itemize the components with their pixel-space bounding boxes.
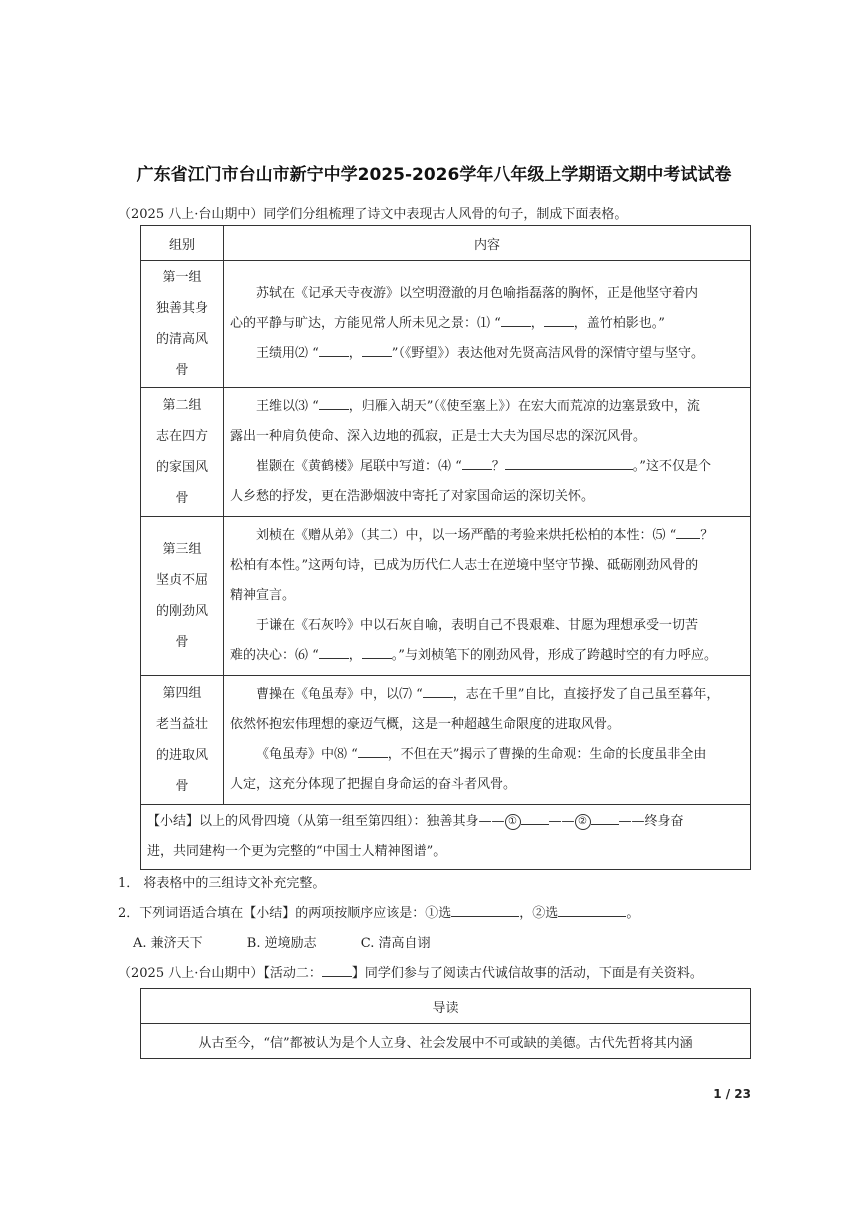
answer-blank-2[interactable] xyxy=(558,903,626,917)
guide-text: 从古至今，“信”都被认为是个人立身、社会发展中不可或缺的美德。古代先哲将其内涵 xyxy=(141,1024,751,1059)
question-2: 2．下列词语适合填在【小结】的两项按顺序应该是：①选 ，②选 。 xyxy=(118,902,639,921)
table-row xyxy=(141,261,751,388)
guide-table xyxy=(140,988,751,1059)
group-content: 曹操在《龟虽寿》中，以⑺ “ ，志在千里”自比，直接抒发了自己虽至暮年， 依然怀抱宏伟理想的豪迈气概，这是一种超越生命限度的进取风骨。 《龟虽寿》中⑻ “ ，不但在天”揭示了曹操的生命观：生命的长度虽非全由 人定，这充分体现了把握自身命运的奋斗者风骨。 xyxy=(224,676,751,805)
answer-blank-1[interactable] xyxy=(451,903,519,917)
group-label: 第四组 老当益壮 的进取风 骨 xyxy=(141,676,224,805)
header-group: 组别 xyxy=(141,226,224,261)
circle-one: ① xyxy=(505,814,521,830)
guide-header: 导读 xyxy=(141,989,751,1024)
option-c[interactable]: C. 清高自诩 xyxy=(360,936,431,951)
circle-two: ② xyxy=(575,814,591,830)
blank-3[interactable] xyxy=(319,396,349,410)
group-label: 第二组 志在四方 的家国风 骨 xyxy=(141,388,224,517)
summary-blank-2[interactable] xyxy=(591,811,619,825)
option-a[interactable]: A. 兼济天下 xyxy=(133,936,203,951)
summary-cell: 【小结】以上的风骨四境（从第一组至第四组）：独善其身—— ① —— ② ——终身奋 进，共同建构一个更为完整的“中国士人精神图谱”。 xyxy=(141,805,751,870)
question-1: 1． 将表格中的三组诗文补充完整。 xyxy=(118,876,326,891)
blank-6a[interactable] xyxy=(319,645,349,659)
summary-row xyxy=(141,805,751,870)
table-row xyxy=(141,676,751,805)
group-label: 第三组 坚贞不屈 的刚劲风 骨 xyxy=(141,517,224,676)
blank-1a[interactable] xyxy=(501,313,531,327)
option-b[interactable]: B. 逆境励志 xyxy=(246,936,317,951)
blank-5[interactable] xyxy=(676,525,700,539)
table-header-row xyxy=(141,226,751,261)
group-content: 王维以⑶ “ ，归雁入胡天”（《使至塞上》）在宏大而荒凉的边塞景致中，流 露出一种肩负使命、深入边地的孤寂，正是士大夫为国尽忠的深沉风骨。 崔颢在《黄鹤楼》尾联中写道：⑷ “ ？ 。”这不仅是个 人乡愁的抒发，更在浩渺烟波中寄托了对家国命运的深切关怀。 xyxy=(224,388,751,517)
blank-4b[interactable] xyxy=(505,456,633,470)
activity-blank[interactable] xyxy=(322,963,352,977)
summary-blank-1[interactable] xyxy=(521,811,549,825)
options-list xyxy=(133,932,471,951)
page-number: 1 / 23 xyxy=(713,1087,751,1101)
group-label: 第一组 独善其身 的清高风 骨 xyxy=(141,261,224,388)
table-row xyxy=(141,388,751,517)
poetry-table xyxy=(140,225,751,870)
group-content: 刘桢在《赠从弟》（其二）中，以一场严酷的考验来烘托松柏的本性：⑸ “ ？ 松柏有本性。”这两句诗，已成为历代仁人志士在逆境中坚守节操、砥砺刚劲风骨的 精神宣言。 于谦在《石灰吟》中以石灰自喻，表明自己不畏艰难、甘愿为理想承受一切苦 难的决心：⑹ “ ， 。”与刘桢笔下的刚劲风骨，形成了跨越时空的有力呼应。 xyxy=(224,517,751,676)
header-content: 内容 xyxy=(224,226,751,261)
blank-1b[interactable] xyxy=(544,313,574,327)
blank-2b[interactable] xyxy=(362,343,392,357)
question-intro: （2025 八上·台山期中）同学们分组梳理了诗文中表现古人风骨的句子，制成下面表格。 xyxy=(118,207,628,222)
table-row xyxy=(141,517,751,676)
blank-2a[interactable] xyxy=(319,343,349,357)
blank-4a[interactable] xyxy=(462,456,492,470)
blank-8[interactable] xyxy=(358,744,388,758)
blank-6b[interactable] xyxy=(362,645,392,659)
group-content: 苏轼在《记承天寺夜游》以空明澄澈的月色喻指磊落的胸怀，正是他坚守着内 心的平静与旷达，方能见常人所未见之景：⑴ “ ， ，盖竹柏影也。” 王绩用⑵ “ ， ”（《野望》）表达他对先贤高洁风骨的深情守望与坚守。 xyxy=(224,261,751,388)
activity-2-intro: （2025 八上·台山期中）【活动二： 】同学们参与了阅读古代诚信故事的活动，下面是有关资料。 xyxy=(118,962,703,981)
document-title: 广东省江门市台山市新宁中学2025-2026学年八年级上学期语文期中考试试卷 xyxy=(136,165,732,185)
blank-7[interactable] xyxy=(423,684,453,698)
